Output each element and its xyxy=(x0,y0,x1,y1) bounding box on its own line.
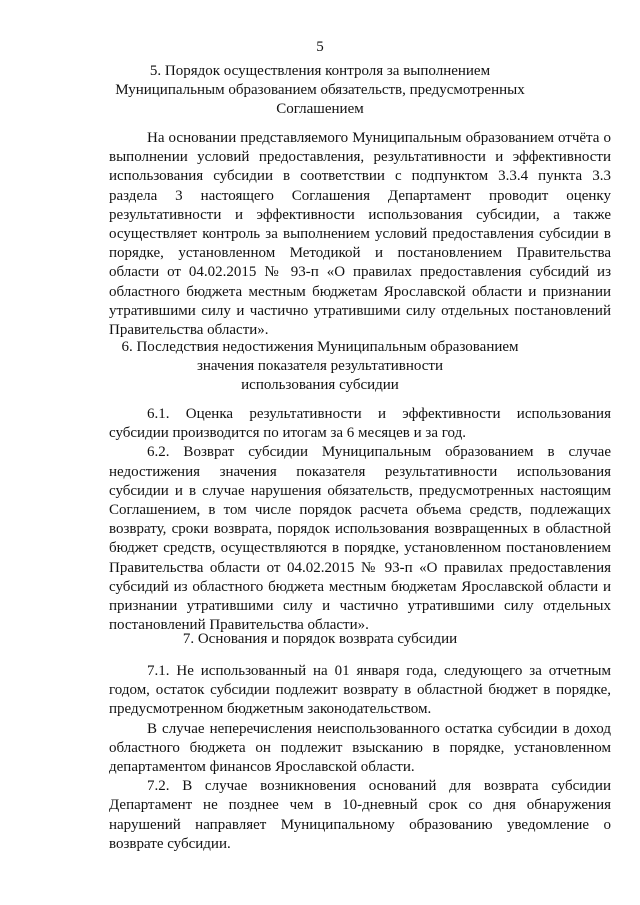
heading-line: 5. Порядок осуществления контроля за выполнением xyxy=(149,63,491,79)
paragraph: На основании представляемого Муниципальным образованием отчёта о выполнении условий предоставления, результативности и эффективности использования субсидии в соответствии с подпунктом 3.3.4 пункта 3.3 раздела 3 настоящего Соглашения Департамент проводит оценку результативности и эффективности использования субсидии, а также осуществляет контроль за выполнением условий предоставления субсидии в порядке, установленном Методикой и постановлением Правительства области от 04.02.2015 № 93-п «О правилах предоставления субсидий из областного бюджета местным бюджетам Ярославской области и признании утратившими силу и частично утратившими силу отдельных постановлений Правительства области». xyxy=(109,130,611,339)
page-number: 5 xyxy=(316,39,324,55)
paragraph-6-2: 6.2. Возврат субсидии Муниципальным образованием в случае недостижения значения показателя результативности использования субсидии и в случае нарушения обязательств, предусмотренных настоящим Соглашением, в том числе порядок расчета объема средств, подлежащих возврату, сроки возврата, порядок использования возвращенных в областной бюджет средств, осуществляются в порядке, установленном постановлением Правительства области от 04.02.2015 № 93-п «О правилах предоставления субсидий из областного бюджета местным бюджетам Ярославской области и признании утратившими силу и частично утратившими силу отдельных постановлений Правительства области». xyxy=(109,444,611,634)
heading-line: 6. Последствия недостижения Муниципальным образованием xyxy=(121,339,519,355)
section-5-body xyxy=(109,129,611,340)
paragraph-6-1: 6.1. Оценка результативности и эффективности использования субсидии производится по итогам за 6 месяцев и за год. xyxy=(109,406,611,442)
heading-line: 7. Основания и порядок возврата субсидии xyxy=(182,631,458,647)
section-7-body xyxy=(109,662,611,854)
paragraph-7-2: 7.2. В случае возникновения оснований для возврата субсидии Департамент не позднее чем в 10-дневный срок со дня обнаружения нарушений направляет Муниципальному образованию уведомление о возврате субсидии. xyxy=(109,778,611,852)
paragraph-7-1: 7.1. Не использованный на 01 января года, следующего за отчетным годом, остаток субсидии подлежит возврату в областной бюджет в порядке, предусмотренном бюджетным законодательством. xyxy=(109,663,611,718)
section-7-heading xyxy=(110,630,530,649)
section-6-heading xyxy=(110,338,530,396)
heading-line: значения показателя результативности xyxy=(196,358,444,375)
heading-line: Муниципальным образованием обязательств, предусмотренных xyxy=(115,82,525,99)
heading-line: Соглашением xyxy=(276,101,364,118)
section-5-heading xyxy=(110,62,530,120)
section-6-body xyxy=(109,405,611,635)
paragraph-7-1-cont: В случае неперечисления неиспользованного остатка субсидии в доход областного бюджета он подлежит взысканию в порядке, установленном департаментом финансов Ярославской области. xyxy=(109,720,611,776)
heading-line: использования субсидии xyxy=(241,377,399,394)
